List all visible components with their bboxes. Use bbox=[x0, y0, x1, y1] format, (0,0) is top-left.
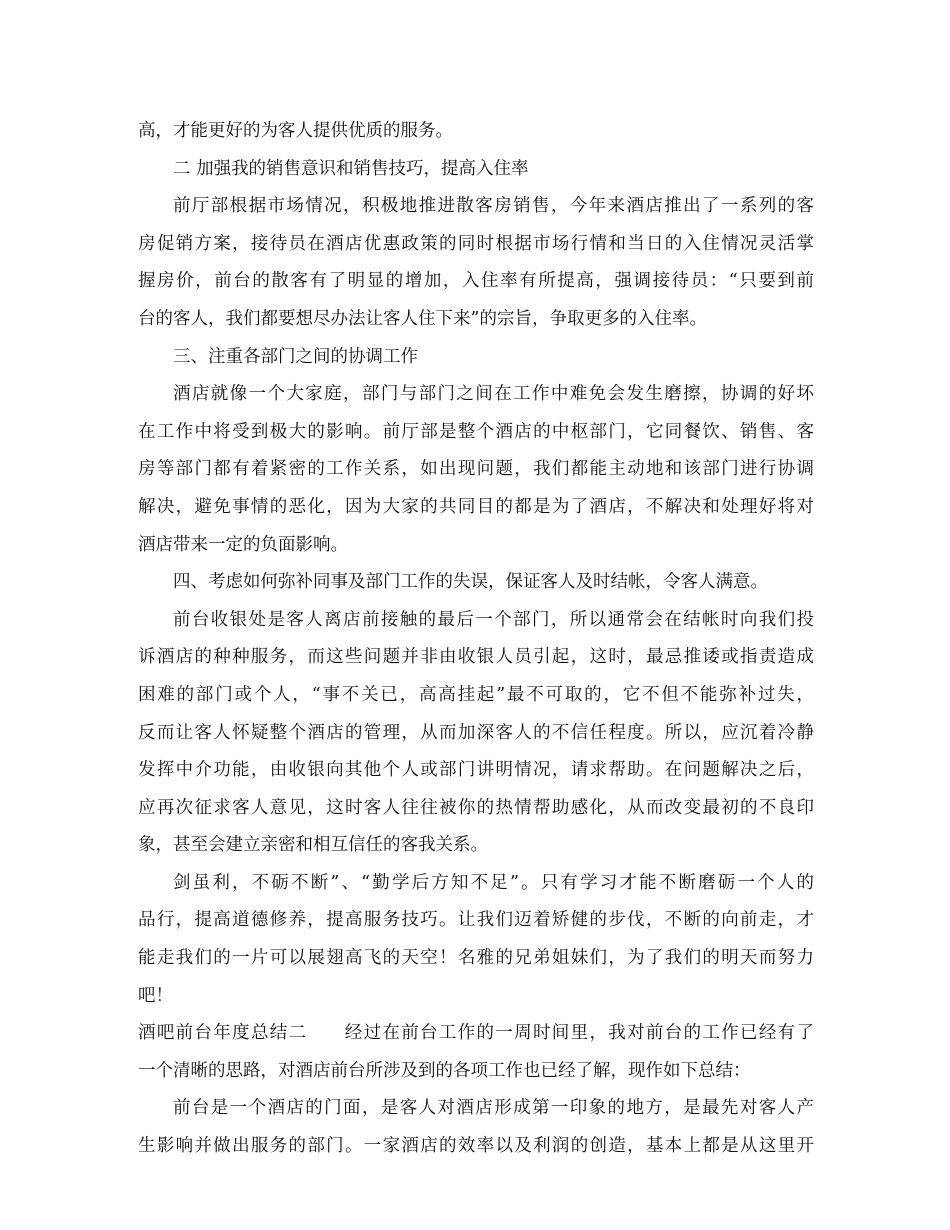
paragraph-line: 握房价，前台的散客有了明显的增加，入住率有所提高，强调接待员：“只要到前 bbox=[138, 271, 814, 292]
paragraph-line: 能走我们的一片可以展翅高飞的天空！名雅的兄弟姐妹们，为了我们的明天而努力 bbox=[138, 948, 814, 969]
paragraph-line: 吧！ bbox=[138, 985, 173, 1006]
paragraph-line: 前台收银处是客人离店前接触的最后一个部门，所以通常会在结帐时向我们投 bbox=[173, 609, 814, 630]
paragraph-line: 发挥中介功能，由收银向其他个人或部门讲明情况，请求帮助。在问题解决之后， bbox=[138, 760, 814, 781]
section-heading-2: 二 加强我的销售意识和销售技巧，提高入住率 bbox=[173, 158, 529, 179]
paragraph-line: 应再次征求客人意见，这时客人往往被你的热情帮助感化，从而改变最初的不良印 bbox=[138, 797, 814, 818]
paragraph-line: 房等部门都有着紧密的工作关系，如出现问题，我们都能主动地和该部门进行协调 bbox=[138, 459, 814, 480]
paragraph-line: 在工作中将受到极大的影响。前厅部是整个酒店的中枢部门，它同餐饮、销售、客 bbox=[138, 421, 814, 442]
paragraph-line: 房促销方案，接待员在酒店优惠政策的同时根据市场行情和当日的入住情况灵活掌 bbox=[138, 233, 814, 254]
paragraph-line: 前台是一个酒店的门面，是客人对酒店形成第一印象的地方，是最先对客人产 bbox=[173, 1098, 814, 1119]
paragraph-line: 台的客人，我们都要想尽办法让客人住下来”的宗旨，争取更多的入住率。 bbox=[138, 308, 707, 329]
paragraph-line: 前厅部根据市场情况，积极地推进散客房销售，今年来酒店推出了一系列的客 bbox=[173, 196, 814, 217]
paragraph-line: 一个清晰的思路，对酒店前台所涉及到的各项工作也已经了解，现作如下总结： bbox=[138, 1060, 751, 1081]
section-title: 酒吧前台年度总结二 bbox=[138, 1023, 308, 1044]
paragraph-line: 反而让客人怀疑整个酒店的管理，从而加深客人的不信任程度。所以，应沉着冷静 bbox=[138, 722, 814, 743]
section-title-line bbox=[138, 1015, 814, 1053]
paragraph-line: 生影响并做出服务的部门。一家酒店的效率以及利润的创造，基本上都是从这里开 bbox=[138, 1136, 814, 1157]
section-heading-4: 四、考虑如何弥补同事及部门工作的失误，保证客人及时结帐，令客人满意。 bbox=[173, 572, 768, 593]
paragraph-line: 高，才能更好的为客人提供优质的服务。 bbox=[138, 121, 453, 141]
section-heading-3: 三、注重各部门之间的协调工作 bbox=[173, 346, 418, 367]
paragraph-line: 品行，提高道德修养，提高服务技巧。让我们迈着矫健的步伐，不断的向前走，才 bbox=[138, 910, 814, 931]
paragraph-line: 酒店带来一定的负面影响。 bbox=[138, 534, 348, 555]
paragraph-line: 困难的部门或个人，“事不关已，高高挂起”最不可取的，它不但不能弥补过失， bbox=[138, 684, 814, 705]
paragraph-line: 剑虽利，不砺不断”、“勤学后方知不足”。只有学习才能不断磨砺一个人的 bbox=[173, 872, 814, 893]
section-first-line: 经过在前台工作的一周时间里，我对前台的工作已经有了 bbox=[343, 1023, 815, 1044]
paragraph-line: 酒店就像一个大家庭，部门与部门之间在工作中难免会发生磨擦，协调的好坏 bbox=[173, 384, 814, 405]
document-body bbox=[138, 113, 814, 1166]
paragraph-line: 象，甚至会建立亲密和相互信任的客我关系。 bbox=[138, 835, 488, 856]
paragraph-line: 诉酒店的种种服务，而这些问题并非由收银人员引起，这时，最忌推诿或指责造成 bbox=[138, 647, 814, 668]
paragraph-line: 解决，避免事情的恶化，因为大家的共同目的都是为了酒店，不解决和处理好将对 bbox=[138, 496, 814, 517]
